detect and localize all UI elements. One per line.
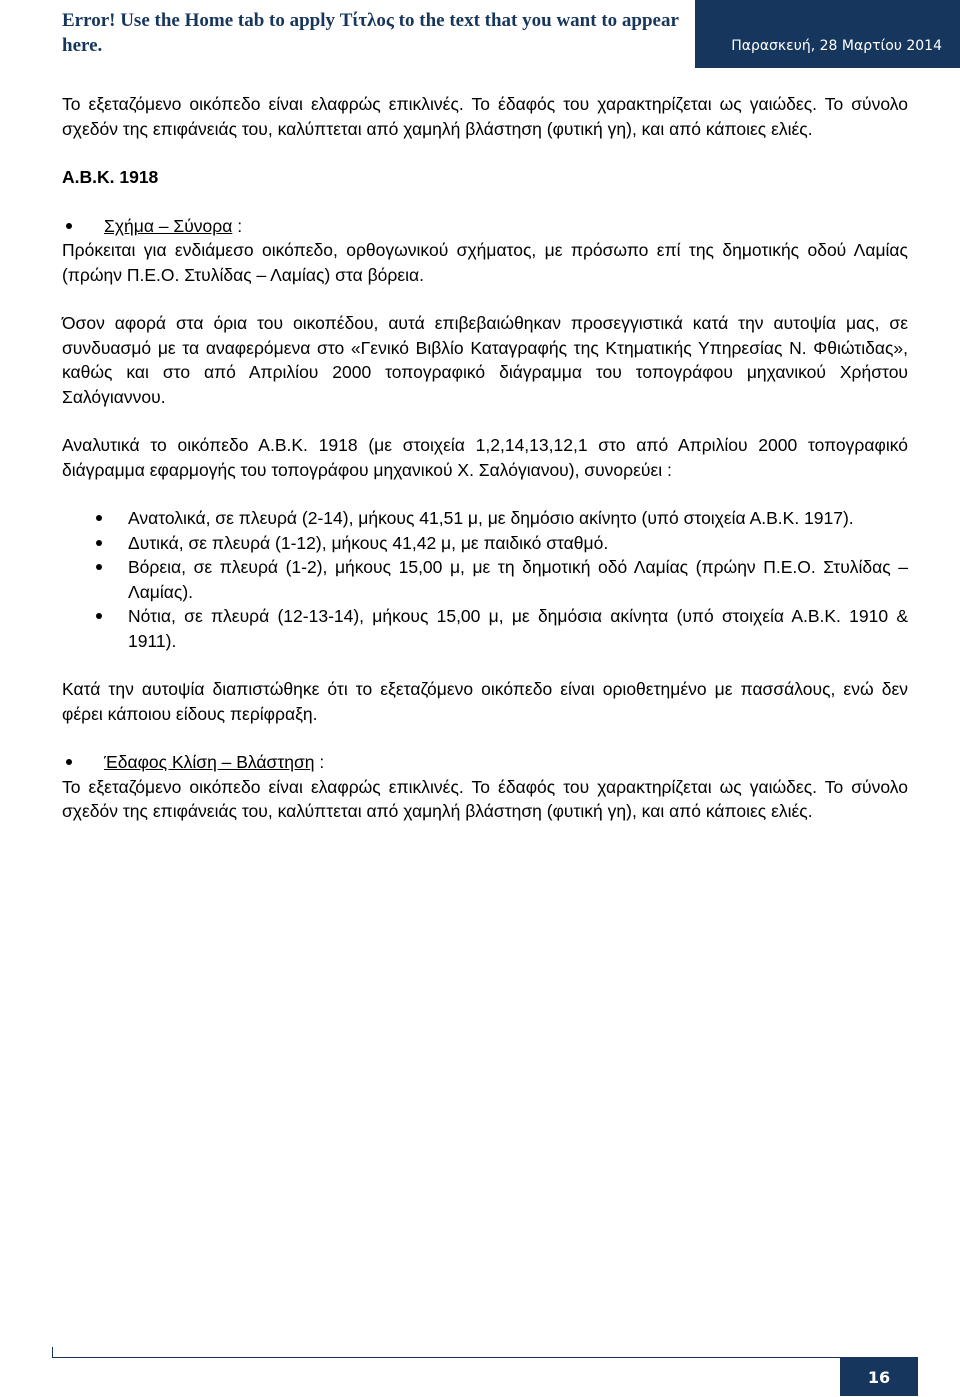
border-west: Δυτικά, σε πλευρά (1-12), μήκους 41,42 μ, με παιδικό σταθμό.: [128, 532, 609, 553]
border-east: Ανατολικά, σε πλευρά (2-14), μήκους 41,51 μ, με δημόσιο ακίνητο (υπό στοιχεία Α.Β.Κ. 1917).: [128, 508, 854, 528]
shape-heading: Σχήμα – Σύνορα: [104, 215, 233, 236]
list-item: [62, 531, 908, 556]
paragraph-inspection: Κατά την αυτοψία διαπιστώθηκε ότι το εξεταζόμενο οικόπεδο είναι οριοθετημένο με πασσάλους, ενώ δεν φέρει κάποιου είδους περίφραξη.: [62, 679, 908, 724]
header-date: Παρασκευή, 28 Μαρτίου 2014: [731, 38, 942, 54]
bullet-dot: [66, 223, 72, 229]
bullet-soil: [62, 750, 908, 775]
bullet-dot: [96, 540, 102, 546]
borders-list: [62, 506, 908, 653]
paragraph-intro: Το εξεταζόμενο οικόπεδο είναι ελαφρώς επικλινές. Το έδαφός του χαρακτηρίζεται ως γαιώδες. Το σύνολο σχεδόν της επιφάνειάς του, καλύπτεται από χαμηλή βλάστηση (φυτική γη), και από κάποιες ελιές.: [62, 94, 908, 139]
page-number: 16: [840, 1358, 918, 1396]
list-item: [62, 604, 908, 653]
bullet-dot: [96, 564, 102, 570]
list-item: [62, 506, 908, 531]
header-title: Error! Use the Home tab to apply Τίτλος to the text that you want to appear here.: [62, 10, 679, 56]
border-north: Βόρεια, σε πλευρά (1-2), μήκους 15,00 μ, με τη δημοτική οδό Λαμίας (πρώην Π.Ε.Ο. Στυλίδας – Λαμίας).: [128, 557, 908, 602]
border-south: Νότια, σε πλευρά (12-13-14), μήκους 15,00 μ, με δημόσια ακίνητα (υπό στοιχεία Α.Β.Κ. 1910 & 1911).: [128, 606, 908, 651]
paragraph-analysis: Αναλυτικά το οικόπεδο Α.Β.Κ. 1918 (με στοιχεία 1,2,14,13,12,1 στο από Απριλίου 2000 τοπογραφικό διάγραμμα εφαρμογής του τοπογράφου μηχανικού Χ. Σαλόγιανου), συνορεύει :: [62, 435, 908, 480]
paragraph-shape: Πρόκειται για ενδιάμεσο οικόπεδο, ορθογωνικού σχήματος, με πρόσωπο επί της δημοτικής οδού Λαμίας (πρώην Π.Ε.Ο. Στυλίδας – Λαμίας) στα βόρεια.: [62, 240, 908, 285]
list-item: [62, 555, 908, 604]
bullet-dot: [66, 759, 72, 765]
page-header: [0, 0, 960, 70]
bullet-shape: [62, 214, 908, 239]
abk-heading: Α.Β.Κ. 1918: [62, 167, 159, 187]
bullet-dot: [96, 613, 102, 619]
paragraph-boundaries: Όσον αφορά στα όρια του οικοπέδου, αυτά επιβεβαιώθηκαν προσεγγιστικά κατά την αυτοψία μας, σε συνδυασμό με τα αναφερόμενα στο «Γενικό Βιβλίο Καταγραφής της Κτηματικής Υπηρεσίας Ν. Φθιώτιδας», καθώς και στο από Απριλίου 2000 τοπογραφικό διάγραμμα του τοπογράφου μηχανικού Χρήστου Σαλόγιαννου.: [62, 313, 908, 407]
paragraph-soil: Το εξεταζόμενο οικόπεδο είναι ελαφρώς επικλινές. Το έδαφός του χαρακτηρίζεται ως γαιώδες. Το σύνολο σχεδόν της επιφάνειάς του, καλύπτεται από χαμηλή βλάστηση (φυτική γη), και από κάποιες ελιές.: [62, 776, 908, 821]
bullet-dot: [96, 515, 102, 521]
header-date-box: [695, 0, 960, 68]
footer-divider: [52, 1357, 918, 1358]
soil-colon: :: [314, 752, 325, 772]
soil-heading: Έδαφος Κλίση – Βλάστηση: [104, 752, 315, 772]
shape-colon: :: [232, 215, 243, 236]
document-body: [62, 92, 908, 824]
